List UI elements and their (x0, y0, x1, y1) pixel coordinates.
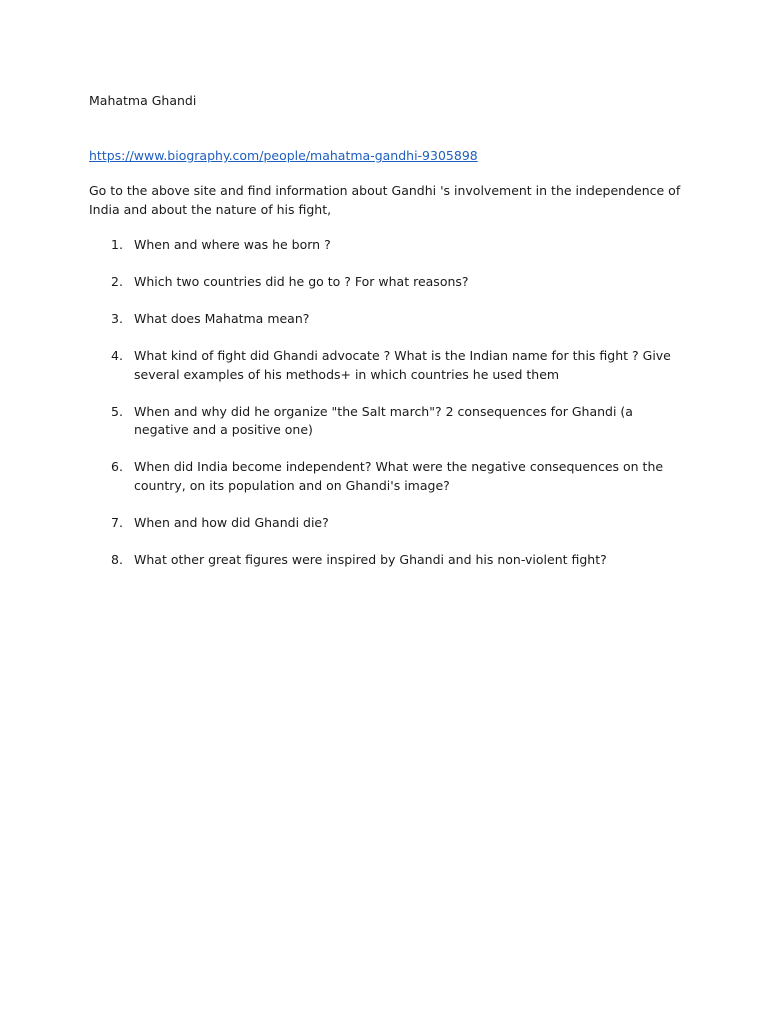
intro-paragraph: Go to the above site and find information about Gandhi 's involvement in the independence of India and about the nature of his fight, (89, 183, 681, 217)
question-text: What other great figures were inspired by Ghandi and his non-violent fight? (134, 551, 607, 567)
question-number: 2. (111, 274, 123, 289)
question-item (89, 273, 689, 292)
question-text: When and why did he organize "the Salt march"? 2 consequences for Ghandi (a negative and a positive one) (134, 403, 633, 437)
question-item (89, 236, 689, 255)
question-item (89, 347, 689, 384)
question-number: 5. (111, 403, 123, 419)
question-number: 7. (111, 514, 123, 530)
question-text: When did India become independent? What were the negative consequences on the country, on its population and on Ghandi's image? (134, 459, 664, 493)
question-text: What kind of fight did Ghandi advocate ? What is the Indian name for this fight ? Give several examples of his methods+ in which countries he used them (134, 348, 671, 382)
question-item (89, 403, 689, 440)
question-number: 3. (111, 311, 123, 326)
question-number: 4. (111, 348, 123, 363)
question-item (89, 458, 689, 495)
question-number: 1. (111, 237, 123, 252)
question-number: 6. (111, 459, 123, 474)
question-item (89, 551, 689, 570)
question-text: When and how did Ghandi die? (134, 514, 329, 530)
document-title: Mahatma Ghandi (89, 93, 197, 108)
question-number: 8. (111, 551, 123, 567)
question-text: Which two countries did he go to ? For what reasons? (134, 274, 469, 289)
biography-link[interactable]: https://www.biography.com/people/mahatma-gandhi-9305898 (89, 148, 478, 163)
question-text: When and where was he born ? (134, 237, 331, 252)
question-text: What does Mahatma mean? (134, 311, 310, 326)
question-list (89, 236, 689, 588)
question-item (89, 514, 689, 533)
question-item (89, 310, 689, 329)
